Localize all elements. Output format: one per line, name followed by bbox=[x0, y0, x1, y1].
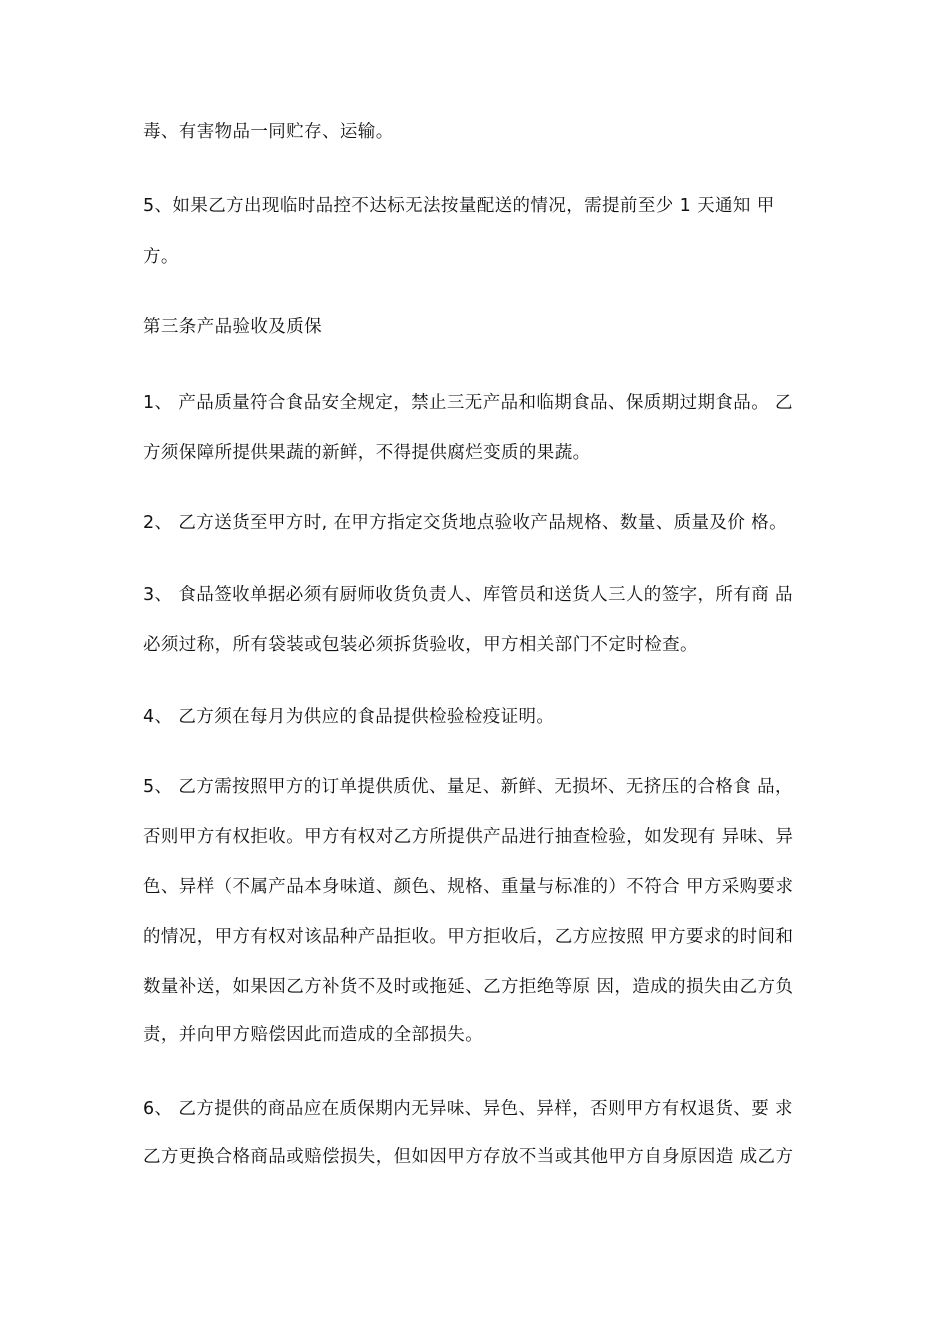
text-line: 方须保障所提供果蔬的新鲜，不得提供腐烂变质的果蔬。 bbox=[143, 443, 591, 463]
text-line: 5、 乙方需按照甲方的订单提供质优、量足、新鲜、无损坏、无挤压的合格食 品， bbox=[143, 777, 793, 797]
text-line: 否则甲方有权拒收。甲方有权对乙方所提供产品进行抽查检验，如发现有 异味、异 bbox=[143, 827, 794, 847]
text-line: 乙方更换合格商品或赔偿损失，但如因甲方存放不当或其他甲方自身原因造 成乙方 bbox=[143, 1147, 794, 1167]
text-line: 2、 乙方送货至甲方时, 在甲方指定交货地点验收产品规格、数量、质量及价 格。 bbox=[143, 513, 787, 533]
text-line: 3、 食品签收单据必须有厨师收货负责人、库管员和送货人三人的签字，所有商 品 bbox=[143, 585, 793, 605]
text-line: 的情况，甲方有权对该品种产品拒收。甲方拒收后，乙方应按照 甲方要求的时间和 bbox=[143, 927, 794, 947]
text-line: 4、 乙方须在每月为供应的食品提供检验检疫证明。 bbox=[143, 707, 555, 727]
section-heading: 第三条产品验收及质保 bbox=[143, 317, 322, 337]
text-line: 1、 产品质量符合食品安全规定，禁止三无产品和临期食品、保质期过期食品。 乙 bbox=[143, 393, 793, 413]
text-line: 色、异样（不属产品本身味道、颜色、规格、重量与标准的）不符合 甲方采购要求 bbox=[143, 877, 794, 897]
text-line: 责，并向甲方赔偿因此而造成的全部损失。 bbox=[143, 1025, 484, 1045]
text-line: 毒、有害物品一同贮存、运输。 bbox=[143, 122, 394, 142]
text-line: 必须过称，所有袋装或包装必须拆货验收，甲方相关部门不定时检查。 bbox=[143, 635, 698, 655]
text-line: 数量补送，如果因乙方补货不及时或拖延、乙方拒绝等原 因，造成的损失由乙方负 bbox=[143, 977, 794, 997]
text-line: 方。 bbox=[143, 247, 179, 267]
text-line: 5、如果乙方出现临时品控不达标无法按量配送的情况，需提前至少 1 天通知 甲 bbox=[143, 196, 775, 216]
text-line: 6、 乙方提供的商品应在质保期内无异味、异色、异样，否则甲方有权退货、要 求 bbox=[143, 1099, 793, 1119]
